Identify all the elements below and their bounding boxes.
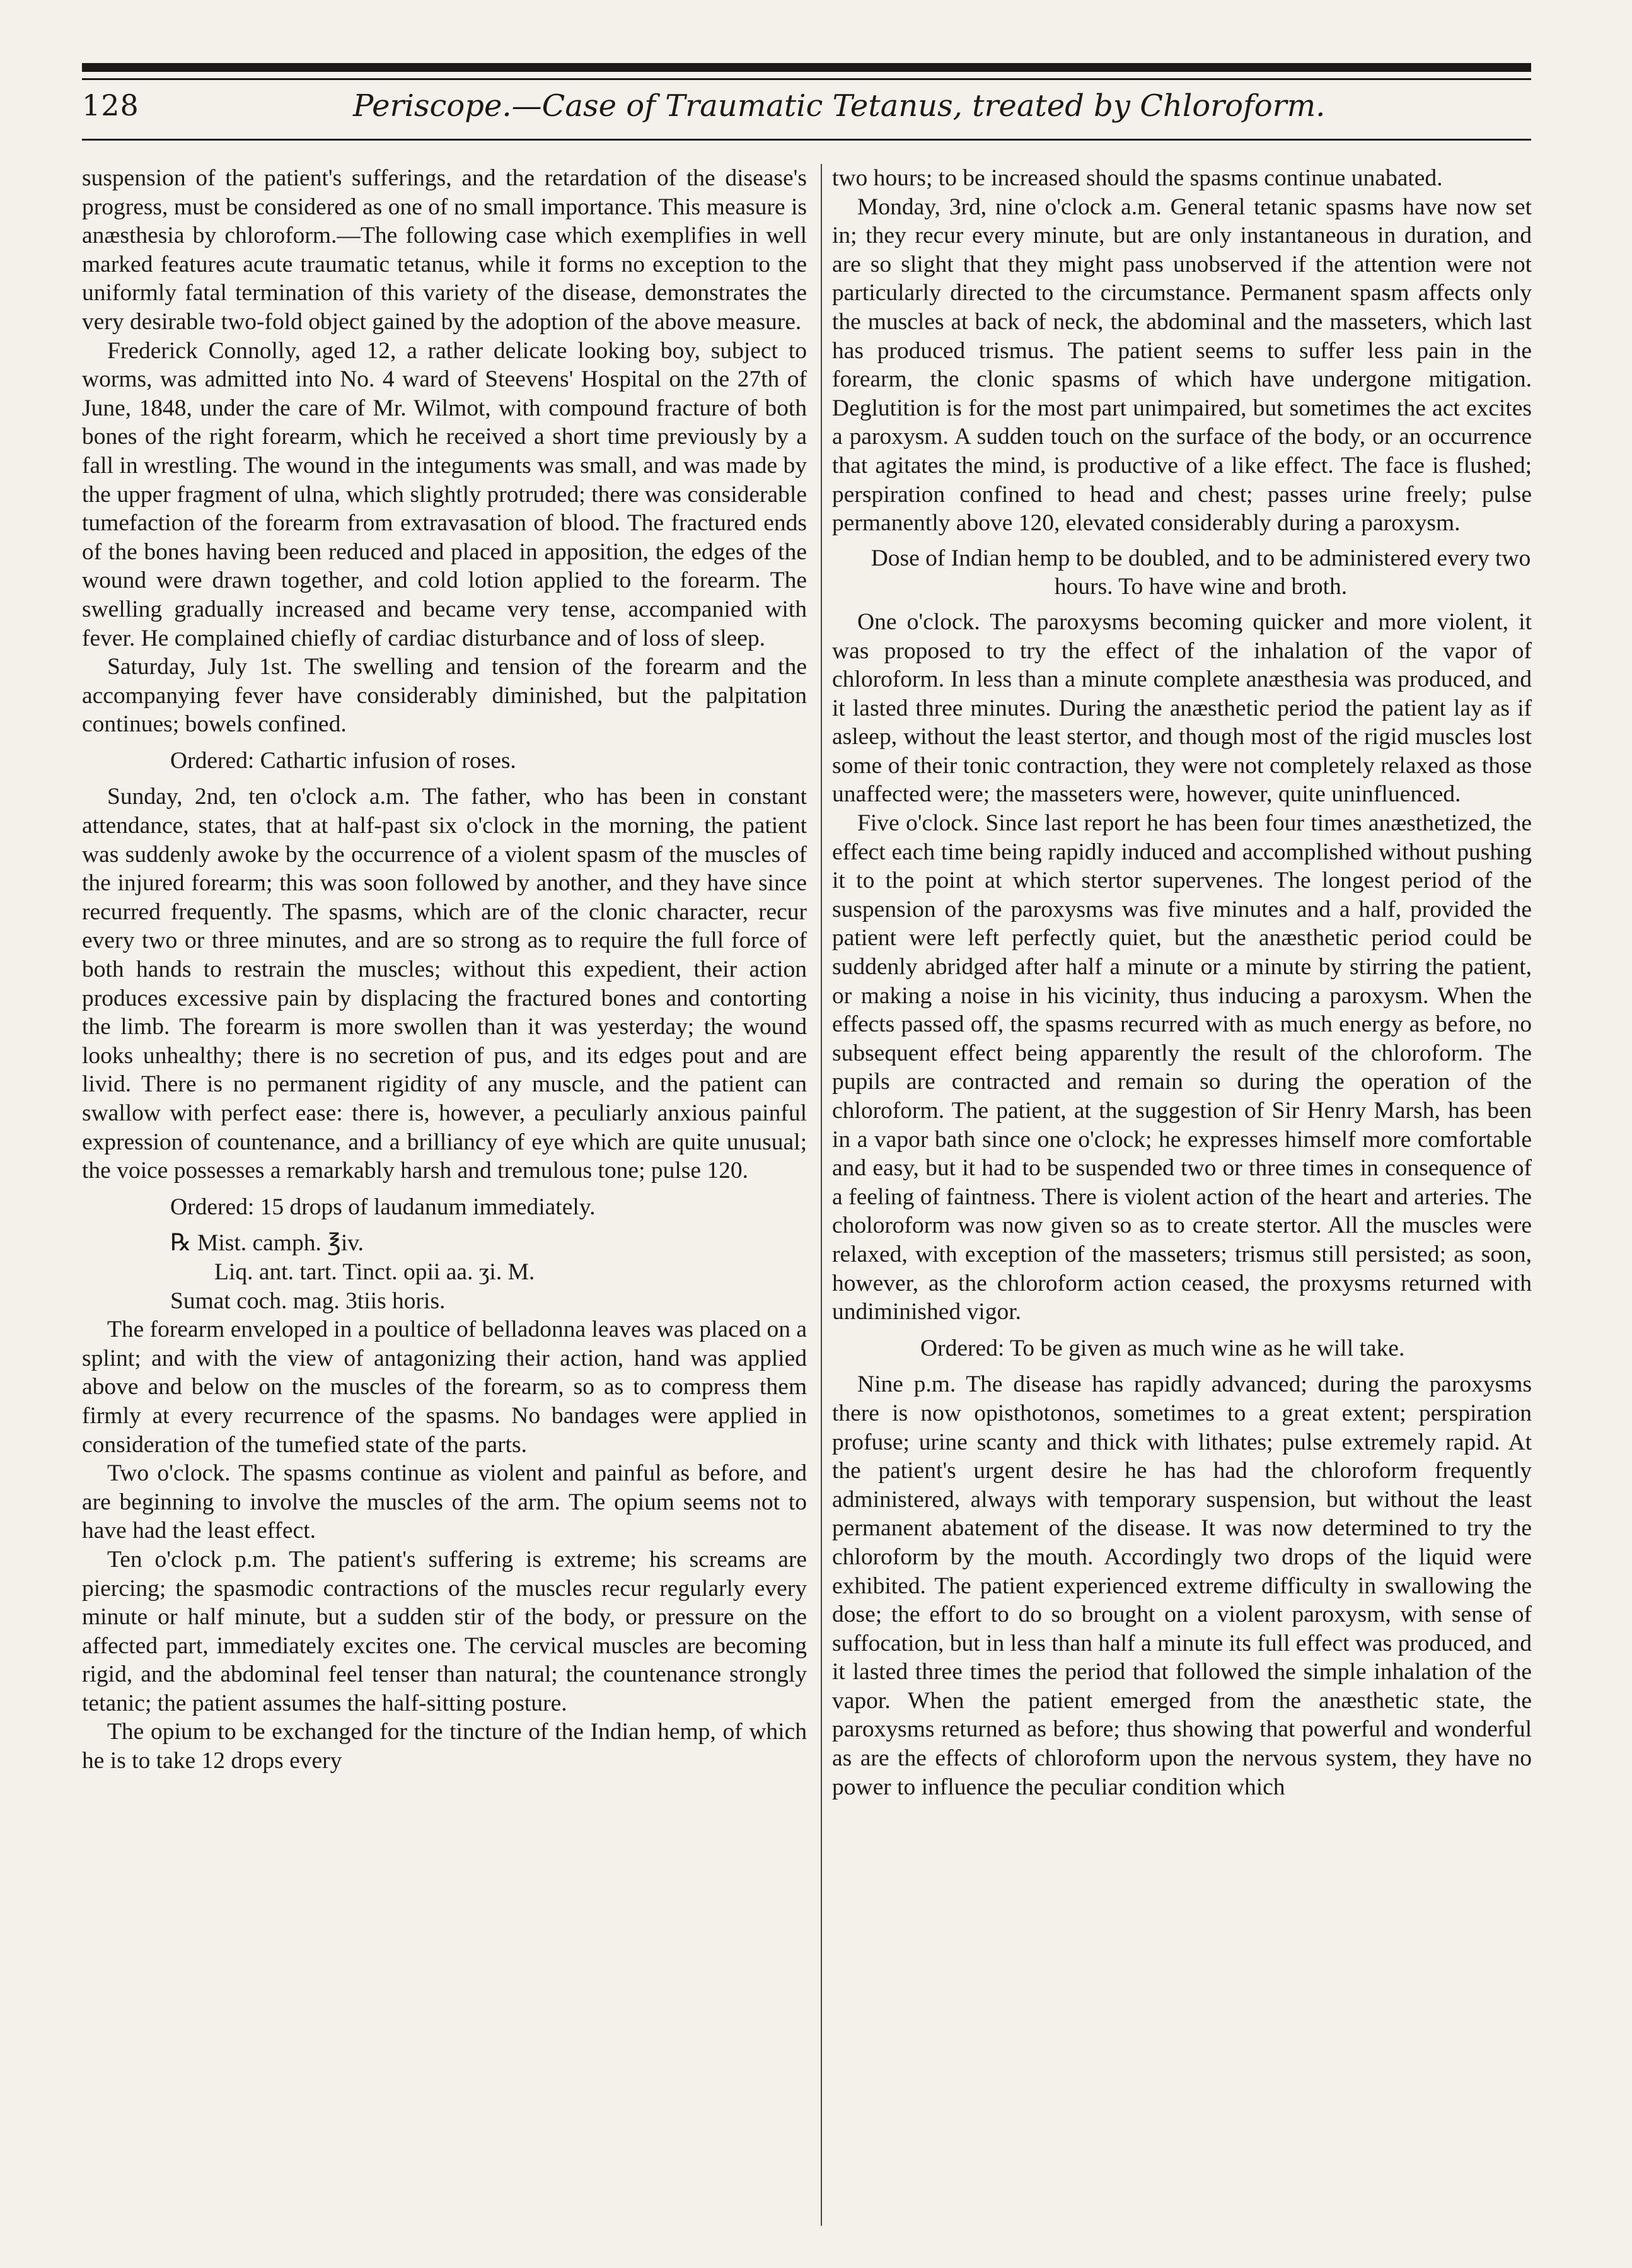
- paragraph: Monday, 3rd, nine o'clock a.m. General tetanic spasms have now set in; they recur every minute, but are only instantaneous in duration, and are so slight that they might pass unobserved if the attention were not particularly directed to the circumstance. Permanent spasm affects only the muscles at back of neck, the abdominal and the masseters, which last has produced trismus. The patient seems to suffer less pain in the forearm, the clonic spasms of which have undergone mitigation. Deglutition is for the most part unimpaired, but sometimes the act excites a paroxysm. A sudden touch on the surface of the body, or an occurrence that agitates the mind, is productive of a like effect. The face is flushed; perspiration confined to head and chest; passes urine freely; pulse permanently above 120, elevated considerably during a paroxysm.: [832, 194, 1532, 537]
- order-line: Ordered: Cathartic infusion of roses.: [170, 747, 516, 774]
- top-rule-thin: [82, 78, 1531, 80]
- paragraph: Saturday, July 1st. The swelling and tension of the forearm and the accompanying fever have considerably diminished, but the palpitation continues; bowels confined.: [82, 654, 807, 738]
- paragraph: The forearm enveloped in a poultice of belladonna leaves was placed on a splint; and with the view of antagonizing their action, hand was applied above and below on the muscles of the forearm, so as to compress them firmly at every recurrence of the spasms. No bandages were applied in consideration of the tumefied state of the parts.: [82, 1317, 807, 1458]
- paragraph: One o'clock. The paroxysms becoming quicker and more violent, it was proposed to try the effect of the inhalation of the vapor of chloroform. In less than a minute complete anæsthesia was produced, and it lasted three minutes. During the anæsthetic period the patient lay as if asleep, without the least stertor, and though most of the rigid muscles lost some of their tonic contraction, they were not completely relaxed as those unaffected were; the masseters were, however, quite uninfluenced.: [832, 608, 1532, 808]
- order-line: Ordered: 15 drops of laudanum immediately.: [170, 1194, 596, 1220]
- prescription-line: Liq. ant. tart. Tinct. opii aa. ʒi. M.: [214, 1259, 535, 1285]
- top-rule: [82, 63, 1531, 72]
- paragraph: Frederick Connolly, aged 12, a rather delicate looking boy, subject to worms, was admitted into No. 4 ward of Steevens' Hospital on the 27th of June, 1848, under the care of Mr. Wilmot, with compound fracture of both bones of the right forearm, which he received a short time previously by a fall in wrestling. The wound in the integuments was small, and was made by the upper fragment of ulna, which slightly protruded; there was considerable tumefaction of the forearm from extravasation of blood. The fractured ends of the bones having been reduced and placed in apposition, the edges of the wound were drawn together, and cold lotion applied to the forearm. The swelling gradually increased and became very tense, accompanied with fever. He complained chiefly of cardiac disturbance and of loss of sleep.: [82, 337, 807, 651]
- order-line: Ordered: To be given as much wine as he will take.: [920, 1335, 1405, 1361]
- right-column: [832, 164, 1532, 2238]
- prescription-line: Sumat coch. mag. 3tiis horis.: [170, 1288, 446, 1314]
- paragraph: The opium to be exchanged for the tincture of the Indian hemp, of which he is to take 12 drops every: [82, 1719, 807, 1774]
- page-header: [82, 88, 1531, 132]
- paragraph: Sunday, 2nd, ten o'clock a.m. The father, who has been in constant attendance, states, that at half-past six o'clock in the morning, the patient was suddenly awoke by the occurrence of a violent spasm of the muscles of the injured forearm; this was soon followed by another, and they have since recurred frequently. The spasms, which are of the clonic character, recur every two or three minutes, and are so strong as to require the full force of both hands to restrain the muscles; without this expedient, their action produces excessive pain by displacing the fractured bones and contorting the limb. The forearm is more swollen than it was yesterday; the wound looks unhealthy; there is no secretion of pus, and its edges pout and are livid. There is no permanent rigidity of any muscle, and the patient can swallow with perfect ease: there is, however, a peculiarly anxious painful expression of countenance, and a brilliancy of eye which are quite unusual; the voice possesses a remarkably harsh and tremulous tone; pulse 120.: [82, 784, 807, 1184]
- page-number: 128: [82, 88, 139, 122]
- paragraph: two hours; to be increased should the spasms continue unabated.: [832, 165, 1443, 191]
- paragraph: Two o'clock. The spasms continue as violent and painful as before, and are beginning to involve the muscles of the arm. The opium seems not to have had the least effect.: [82, 1460, 807, 1544]
- paragraph: Nine p.m. The disease has rapidly advanced; during the paroxysms there is now opisthotonos, sometimes to a great extent; perspiration profuse; urine scanty and thick with lithates; pulse extremely rapid. At the patient's urgent desire he has had the chloroform frequently administered, always with temporary suspension, but without the least permanent abatement of the disease. It was now determined to try the chloroform by the mouth. Accordingly two drops of the liquid were exhibited. The patient experienced extreme difficulty in swallowing the dose; the effort to do so brought on a violent paroxysm, with sense of suffocation, but in less than half a minute its full effect was produced, and it lasted three times the period that followed the simple inhalation of the vapor. When the patient emerged from the anæsthetic state, the paroxysms returned as before; thus showing that powerful and wonderful as are the effects of chloroform upon the nervous system, they have no power to influence the peculiar condition which: [832, 1371, 1532, 1800]
- prescription-line: ℞ Mist. camph. ℥iv.: [170, 1230, 364, 1257]
- paragraph: Ten o'clock p.m. The patient's suffering is extreme; his screams are piercing; the spasmodic contractions of the muscles recur regularly every minute or half minute, but a sudden stir of the body, or pressure on the affected part, immediately excites one. The cervical muscles are becoming rigid, and the abdominal feel tenser than natural; the countenance strongly tetanic; the patient assumes the half-sitting posture.: [82, 1546, 807, 1716]
- paragraph: Five o'clock. Since last report he has been four times anæsthetized, the effect each time being rapidly induced and accomplished without pushing it to the point at which stertor supervenes. The longest period of the suspension of the paroxysms was five minutes and a half, provided the patient were left perfectly quiet, but the anæsthetic period could be suddenly abridged after half a minute or a minute by stirring the patient, or making a noise in his vicinity, thus inducing a paroxysm. When the effects passed off, the spasms recurred with as much energy as before, no subsequent effect being apparently the result of the chloroform. The pupils are contracted and remain so during the operation of the chloroform. The patient, at the suggestion of Sir Henry Marsh, has been in a vapor bath since one o'clock; he expresses himself more comfortable and easy, but it had to be suspended two or three times in consequence of a feeling of faintness. There is violent action of the heart and arteries. The choloroform was now given so as to create stertor. All the muscles were relaxed, with exception of the masseters; trismus still persisted; as soon, however, as the chloroform action ceased, the proxysms returned with undiminished vigor.: [832, 810, 1532, 1325]
- column-divider: [821, 164, 822, 2226]
- running-head: Periscope.—Case of Traumatic Tetanus, treated by Chloroform.: [353, 88, 1326, 124]
- left-column: [82, 164, 807, 2238]
- order-line: Dose of Indian hemp to be doubled, and to be administered every two hours. To have wine and broth.: [871, 545, 1531, 600]
- header-rule: [82, 139, 1531, 141]
- paragraph: suspension of the patient's sufferings, and the retardation of the disease's progress, must be considered as one of no small importance. This measure is anæsthesia by chloroform.—The following case which exemplifies in well marked features acute traumatic tetanus, while it forms no exception to the uniformly fatal termination of this variety of the disease, demonstrates the very desirable two-fold object gained by the adoption of the above measure.: [82, 165, 807, 335]
